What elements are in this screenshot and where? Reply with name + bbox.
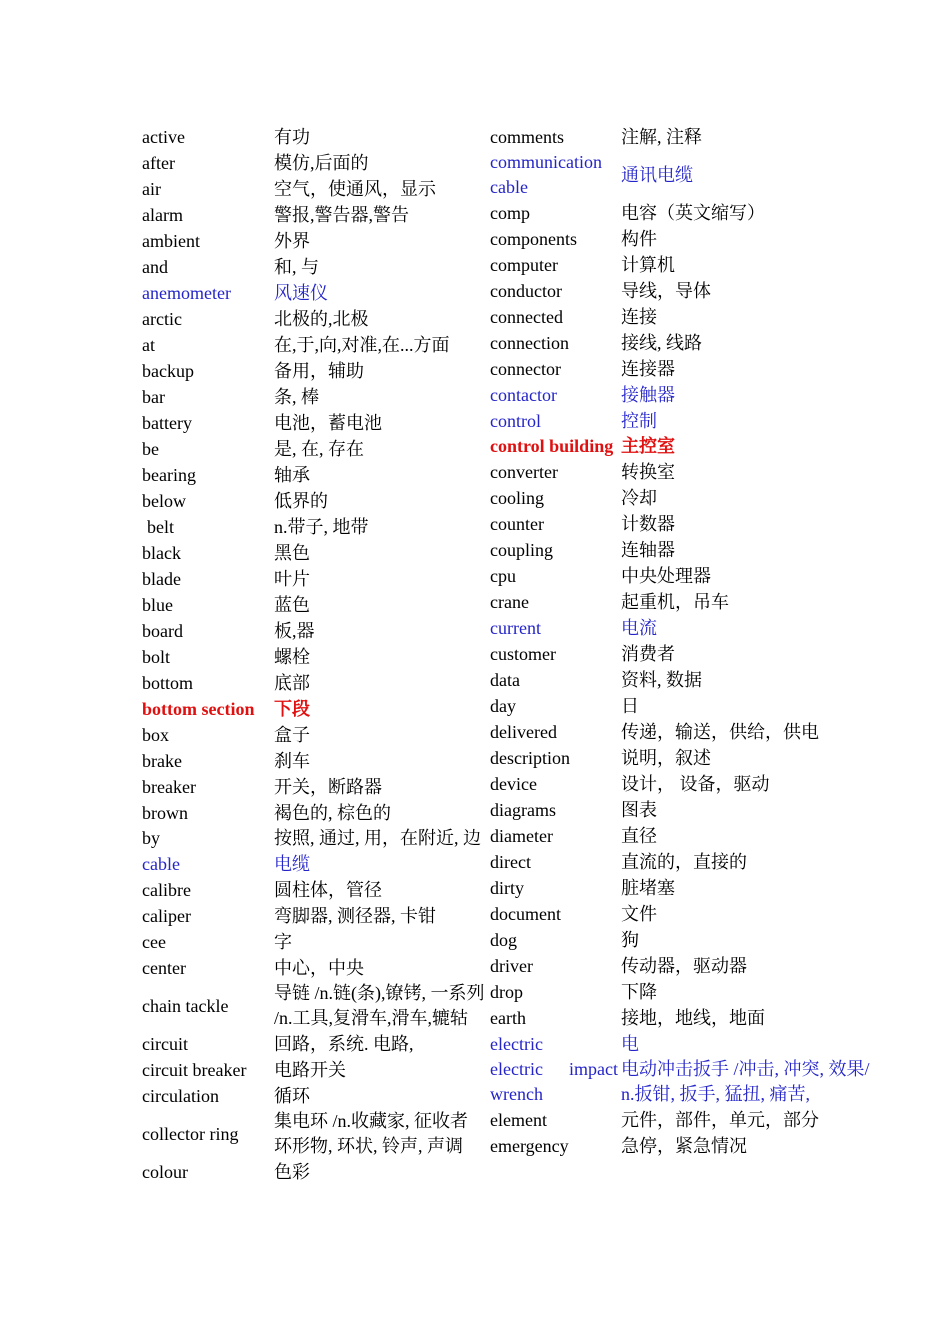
entry-term: data xyxy=(490,670,520,690)
entry-term xyxy=(490,1057,621,1107)
entry-translation: 色彩 xyxy=(274,1162,310,1182)
entry-term: diagrams xyxy=(490,800,556,820)
glossary-left-column xyxy=(142,124,490,1185)
entry-translation: 回路，系统. 电路, xyxy=(274,1034,414,1054)
entry-translation: n.带子, 地带 xyxy=(274,517,369,537)
entry-term-line xyxy=(490,1057,618,1082)
glossary-entry xyxy=(490,252,882,278)
entry-term: bottom section xyxy=(142,699,255,719)
glossary-entry-highlighted xyxy=(142,851,490,877)
glossary-entry xyxy=(142,1057,490,1083)
entry-translation: 警报,警告器,警告 xyxy=(274,205,409,225)
entry-term: breaker xyxy=(142,777,196,797)
glossary-entry xyxy=(490,304,882,330)
entry-translation: 导线，导体 xyxy=(621,281,711,301)
entry-translation: 设计， 设备，驱动 xyxy=(621,774,770,794)
entry-term: ambient xyxy=(142,231,200,251)
entry-term-word: wrench xyxy=(490,1084,543,1104)
glossary-entry xyxy=(490,849,882,875)
glossary-entry xyxy=(490,771,882,797)
glossary-entry xyxy=(490,823,882,849)
entry-term: black xyxy=(142,543,181,563)
entry-translation: 循环 xyxy=(274,1086,310,1106)
entry-translation: 注解, 注释 xyxy=(621,127,702,147)
glossary-entry xyxy=(142,1109,490,1159)
entry-term: earth xyxy=(490,1008,526,1028)
entry-term: board xyxy=(142,621,183,641)
glossary-entry xyxy=(142,254,490,280)
glossary-entry xyxy=(490,641,882,667)
entry-translation: 直径 xyxy=(621,826,657,846)
entry-translation: 轴承 xyxy=(274,465,310,485)
entry-term: box xyxy=(142,725,169,745)
entry-translation: 条, 棒 xyxy=(274,387,319,407)
entry-translation: 主控室 xyxy=(621,436,675,456)
glossary-entry xyxy=(490,745,882,771)
glossary-entry xyxy=(142,462,490,488)
entry-term: customer xyxy=(490,644,556,664)
entry-translation: 中央处理器 xyxy=(621,566,711,586)
glossary-entry xyxy=(490,979,882,1005)
glossary-entry xyxy=(142,592,490,618)
glossary-entry xyxy=(142,176,490,202)
entry-translation: 是, 在, 存在 xyxy=(274,439,364,459)
glossary-entry xyxy=(142,722,490,748)
entry-term: document xyxy=(490,904,561,924)
entry-term-word: impact xyxy=(569,1059,618,1079)
glossary-right-column xyxy=(490,124,882,1159)
entry-translation: 计算机 xyxy=(621,255,675,275)
glossary-entry xyxy=(142,436,490,462)
glossary-entry xyxy=(142,903,490,929)
glossary-entry xyxy=(142,202,490,228)
glossary-entry xyxy=(490,563,882,589)
entry-term: connected xyxy=(490,307,563,327)
entry-term: colour xyxy=(142,1162,188,1182)
entry-translation: 刹车 xyxy=(274,751,310,771)
entry-term: be xyxy=(142,439,159,459)
entry-translation: 冷却 xyxy=(621,488,657,508)
glossary-entry-highlighted xyxy=(142,280,490,306)
entry-translation: 元件，部件，单元，部分 xyxy=(621,1110,819,1130)
entry-term: dog xyxy=(490,930,517,950)
glossary-entry-highlighted xyxy=(490,150,882,200)
entry-translation: 图表 xyxy=(621,800,657,820)
entry-translation: 起重机，吊车 xyxy=(621,592,729,612)
glossary-entry xyxy=(490,901,882,927)
glossary-entry xyxy=(490,719,882,745)
entry-translation: 按照, 通过, 用，在附近, 边 xyxy=(274,828,481,848)
entry-term: blue xyxy=(142,595,173,615)
entry-term: caliper xyxy=(142,906,191,926)
glossary-entry xyxy=(142,748,490,774)
entry-translation: 传动器，驱动器 xyxy=(621,956,747,976)
entry-term: battery xyxy=(142,413,192,433)
entry-term: comments xyxy=(490,127,564,147)
entry-translation: 中心，中央 xyxy=(274,958,364,978)
glossary-entry xyxy=(490,124,882,150)
entry-translation: 脏堵塞 xyxy=(621,878,675,898)
entry-translation: 电路开关 xyxy=(274,1060,346,1080)
glossary-entry xyxy=(490,875,882,901)
entry-term: cpu xyxy=(490,566,516,586)
entry-translation: 和, 与 xyxy=(274,257,319,277)
entry-translation: 连接器 xyxy=(621,359,675,379)
entry-term: day xyxy=(490,696,516,716)
glossary-entry xyxy=(142,981,490,1031)
glossary-entry xyxy=(490,330,882,356)
entry-translation: 底部 xyxy=(274,673,310,693)
entry-translation: 圆柱体，管径 xyxy=(274,880,382,900)
glossary-entry xyxy=(490,485,882,511)
entry-translation: 计数器 xyxy=(621,514,675,534)
entry-term: at xyxy=(142,335,155,355)
entry-term: cee xyxy=(142,932,166,952)
glossary-entry-highlighted xyxy=(490,382,882,408)
entry-translation: 说明，叙述 xyxy=(621,748,711,768)
entry-term: coupling xyxy=(490,540,553,560)
entry-translation: 备用，辅助 xyxy=(274,361,364,381)
glossary-entry xyxy=(142,644,490,670)
glossary-entry xyxy=(490,1133,882,1159)
glossary-entry xyxy=(490,589,882,615)
glossary-entry xyxy=(142,1159,490,1185)
glossary-entry xyxy=(142,358,490,384)
entry-translation: 构件 xyxy=(621,229,657,249)
glossary-entry xyxy=(142,826,490,851)
entry-translation: 风速仪 xyxy=(274,283,328,303)
entry-term: control building xyxy=(490,436,614,456)
glossary-entry xyxy=(142,150,490,176)
glossary-entry xyxy=(142,384,490,410)
entry-term: bolt xyxy=(142,647,171,667)
entry-term: center xyxy=(142,958,186,978)
entry-term: circulation xyxy=(142,1086,219,1106)
entry-term: after xyxy=(142,153,175,173)
glossary-entry xyxy=(490,537,882,563)
entry-term: cable xyxy=(142,854,180,874)
entry-translation: 螺栓 xyxy=(274,647,310,667)
glossary-entry-highlighted xyxy=(490,615,882,641)
entry-translation: 黑色 xyxy=(274,543,310,563)
entry-term: anemometer xyxy=(142,283,231,303)
entry-term: element xyxy=(490,1110,547,1130)
glossary-entry xyxy=(490,356,882,382)
entry-term: description xyxy=(490,748,570,768)
glossary-entry xyxy=(490,226,882,252)
glossary-entry xyxy=(142,877,490,903)
entry-term: brake xyxy=(142,751,182,771)
entry-term: blade xyxy=(142,569,181,589)
entry-term: connection xyxy=(490,333,569,353)
entry-translation: 电 xyxy=(621,1034,639,1054)
entry-term: below xyxy=(142,491,186,511)
entry-term-word: electric xyxy=(490,1059,543,1079)
entry-term: bottom xyxy=(142,673,194,693)
glossary-entry xyxy=(142,410,490,436)
entry-translation: 日 xyxy=(621,696,639,716)
glossary-entry xyxy=(142,1083,490,1109)
entry-translation: 在,于,向,对准,在...方面 xyxy=(274,335,450,355)
entry-translation: 导链 /n.链(条),镣铐, 一系列 /n.工具,复滑车,滑车,辘轱 xyxy=(274,983,485,1028)
glossary-entry xyxy=(142,618,490,644)
entry-term: by xyxy=(142,828,160,848)
glossary-entry-highlighted xyxy=(490,1031,882,1057)
entry-term: communication cable xyxy=(490,152,602,197)
entry-term: air xyxy=(142,179,161,199)
entry-term: dirty xyxy=(490,878,524,898)
entry-translation: 盒子 xyxy=(274,725,310,745)
entry-translation: 模仿,后面的 xyxy=(274,153,369,173)
entry-translation: 电动冲击扳手 /冲击, 冲突, 效果/ n.扳钳, 扳手, 猛扭, 痛苦, xyxy=(621,1059,870,1104)
entry-translation: 接触器 xyxy=(621,385,675,405)
glossary-entry xyxy=(142,929,490,955)
glossary-entry xyxy=(142,488,490,514)
entry-term: bar xyxy=(142,387,165,407)
entry-term: circuit breaker xyxy=(142,1060,247,1080)
entry-term: calibre xyxy=(142,880,191,900)
entry-translation: 电缆 xyxy=(274,854,310,874)
entry-translation: 板,器 xyxy=(274,621,315,641)
entry-translation: 电池，蓄电池 xyxy=(274,413,382,433)
entry-translation: 字 xyxy=(274,932,292,952)
entry-translation: 北极的,北极 xyxy=(274,309,369,329)
glossary-entry xyxy=(142,514,490,540)
entry-translation: 下段 xyxy=(274,699,310,719)
entry-translation: 开关，断路器 xyxy=(274,777,382,797)
glossary-entry xyxy=(142,1031,490,1057)
glossary-entry-highlighted xyxy=(490,434,882,459)
entry-term: comp xyxy=(490,203,530,223)
entry-term: computer xyxy=(490,255,558,275)
glossary-entry xyxy=(142,228,490,254)
glossary-entry xyxy=(490,953,882,979)
entry-translation: 接线, 线路 xyxy=(621,333,702,353)
entry-term: and xyxy=(142,257,168,277)
entry-translation: 通讯电缆 xyxy=(621,164,693,185)
entry-term: components xyxy=(490,229,577,249)
entry-term: brown xyxy=(142,803,188,823)
entry-translation: 空气，使通风，显示 xyxy=(274,179,436,199)
entry-translation: 控制 xyxy=(621,411,657,431)
glossary-entry xyxy=(490,693,882,719)
glossary-entry xyxy=(142,566,490,592)
glossary-entry xyxy=(490,927,882,953)
entry-translation: 转换室 xyxy=(621,462,675,482)
entry-term: conductor xyxy=(490,281,562,301)
glossary-entry xyxy=(142,800,490,826)
entry-term: diameter xyxy=(490,826,553,846)
entry-translation: 电流 xyxy=(621,618,657,638)
glossary-entry xyxy=(142,670,490,696)
entry-translation: 文件 xyxy=(621,904,657,924)
entry-term: arctic xyxy=(142,309,182,329)
entry-translation: 下降 xyxy=(621,982,657,1002)
glossary-entry xyxy=(490,200,882,226)
entry-term: belt xyxy=(147,517,174,537)
glossary-entry xyxy=(142,540,490,566)
glossary-entry xyxy=(490,511,882,537)
entry-term: device xyxy=(490,774,537,794)
entry-term: connector xyxy=(490,359,561,379)
glossary-entry xyxy=(490,667,882,693)
entry-translation: 连轴器 xyxy=(621,540,675,560)
entry-term: drop xyxy=(490,982,523,1002)
entry-translation: 有功 xyxy=(274,127,310,147)
glossary-entry xyxy=(142,774,490,800)
entry-term: driver xyxy=(490,956,533,976)
entry-translation: 集电环 /n.收藏家, 征收者 环形物, 环状, 铃声, 声调 xyxy=(274,1111,469,1156)
glossary-entry xyxy=(142,332,490,358)
glossary-entry xyxy=(142,955,490,981)
entry-translation: 狗 xyxy=(621,930,639,950)
entry-translation: 消费者 xyxy=(621,644,675,664)
glossary-entry xyxy=(490,1107,882,1133)
glossary-entry xyxy=(490,1005,882,1031)
entry-translation: 急停，紧急情况 xyxy=(621,1136,747,1156)
entry-translation: 蓝色 xyxy=(274,595,310,615)
entry-term: converter xyxy=(490,462,558,482)
entry-translation: 传递，输送，供给，供电 xyxy=(621,722,819,742)
entry-term: counter xyxy=(490,514,544,534)
entry-term: collector ring xyxy=(142,1123,239,1144)
glossary-entry xyxy=(142,124,490,150)
entry-translation: 低界的 xyxy=(274,491,328,511)
glossary-entry xyxy=(490,459,882,485)
glossary-entry xyxy=(490,797,882,823)
entry-term: chain tackle xyxy=(142,995,229,1016)
entry-term: active xyxy=(142,127,185,147)
entry-translation: 弯脚器, 测径器, 卡钳 xyxy=(274,906,436,926)
entry-term: delivered xyxy=(490,722,557,742)
glossary-entry-highlighted xyxy=(142,696,490,722)
entry-term: direct xyxy=(490,852,531,872)
entry-translation: 叶片 xyxy=(274,569,310,589)
entry-term: current xyxy=(490,618,541,638)
glossary-entry-highlighted xyxy=(490,1057,882,1107)
glossary-entry xyxy=(490,278,882,304)
glossary-entry-highlighted xyxy=(490,408,882,434)
entry-translation: 直流的，直接的 xyxy=(621,852,747,872)
entry-term: crane xyxy=(490,592,529,612)
entry-term: control xyxy=(490,411,541,431)
entry-term: electric xyxy=(490,1034,543,1054)
entry-translation: 资料, 数据 xyxy=(621,670,702,690)
entry-term: cooling xyxy=(490,488,544,508)
entry-term: bearing xyxy=(142,465,196,485)
entry-translation: 接地，地线，地面 xyxy=(621,1008,765,1028)
entry-translation: 褐色的, 棕色的 xyxy=(274,803,391,823)
entry-term: emergency xyxy=(490,1136,569,1156)
entry-term: contactor xyxy=(490,385,557,405)
glossary-entry xyxy=(142,306,490,332)
entry-translation: 电容（英文缩写） xyxy=(621,203,765,223)
entry-term: alarm xyxy=(142,205,183,225)
entry-term: backup xyxy=(142,361,194,381)
entry-translation: 连接 xyxy=(621,307,657,327)
entry-translation: 外界 xyxy=(274,231,310,251)
entry-term: circuit xyxy=(142,1034,188,1054)
